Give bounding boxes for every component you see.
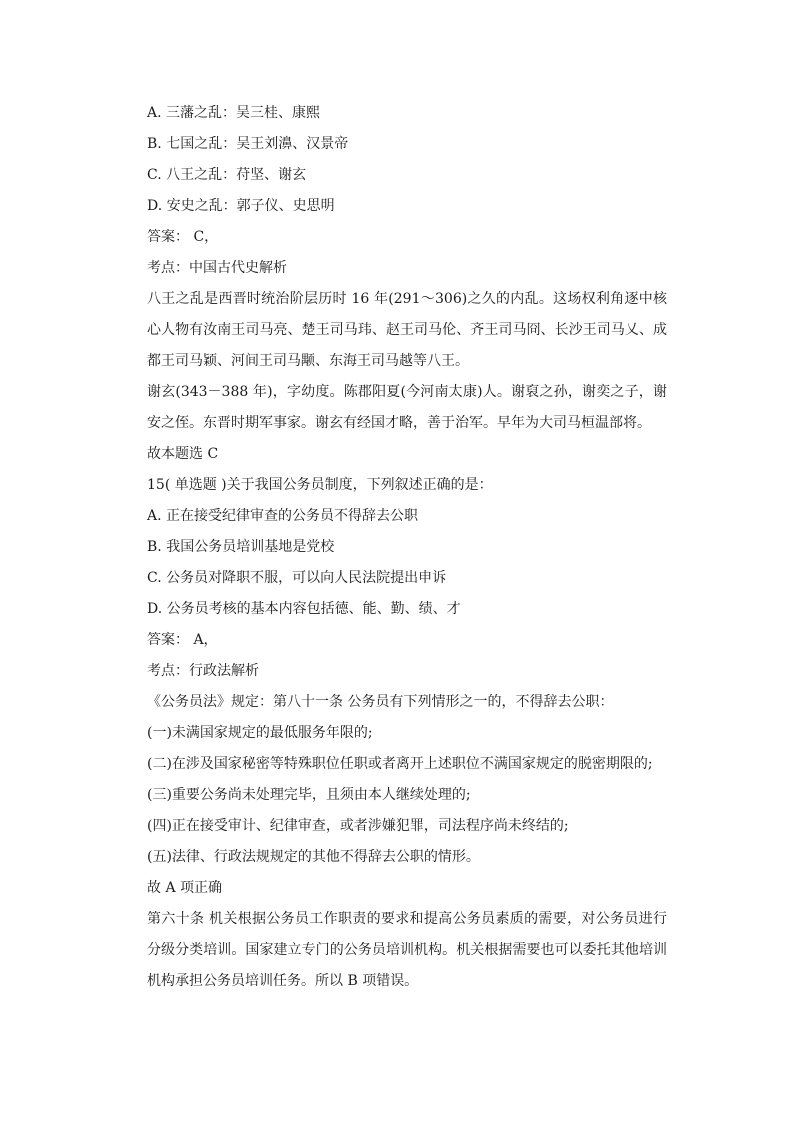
q15-law-intro: 《公务员法》规定：第八十一条 公务员有下列情形之一的，不得辞去公职： — [147, 694, 614, 710]
q15-option-b: B. 我国公务员培训基地是党校 — [147, 539, 335, 555]
document-body — [147, 98, 667, 997]
q14-explanation-paragraph-1: 八王之乱是西晋时统治阶层历时 16 年(291～306)之久的内乱。这场权利角逐中核心人物有汝南王司马亮、楚王司马玮、赵王司马伦、齐王司马冏、长沙王司马乂、成都王司马颖、河间王司马颙、东海王司马越等八王。 — [147, 291, 667, 369]
q14-answer: 答案： C， — [147, 229, 219, 245]
q15-law-item-1: (一)未满国家规定的最低服务年限的; — [147, 725, 373, 741]
q15-point: 考点：行政法解析 — [147, 663, 259, 679]
q15-explanation-b: 第六十条 机关根据公务员工作职责的要求和提高公务员素质的需要，对公务员进行分级分类培训。国家建立专门的公务员培训机构。机关根据需要也可以委托其他培训机构承担公务员培训任务。所以 B 项错误。 — [147, 911, 667, 989]
q14-option-c: C. 八王之乱：苻坚、谢玄 — [147, 167, 307, 183]
q15-option-c: C. 公务员对降职不服，可以向人民法院提出申诉 — [147, 570, 447, 586]
q15-law-item-4: (四)正在接受审计、纪律审查，或者涉嫌犯罪，司法程序尚未终结的; — [147, 818, 569, 834]
q15-option-a: A. 正在接受纪律审查的公务员不得辞去公职 — [147, 508, 419, 524]
q15-answer: 答案： A， — [147, 632, 218, 648]
q14-option-b: B. 七国之乱：吴王刘濞、汉景帝 — [147, 136, 349, 152]
q15-question: 15( 单选题 )关于我国公务员制度，下列叙述正确的是： — [147, 477, 493, 493]
q14-option-a: A. 三藩之乱：吴三桂、康熙 — [147, 105, 321, 121]
q15-law-item-2: (二)在涉及国家秘密等特殊职位任职或者离开上述职位不满国家规定的脱密期限的; — [147, 756, 653, 772]
q14-explanation-paragraph-2: 谢玄(343－388 年)，字幼度。陈郡阳夏(今河南太康)人。谢裒之孙，谢奕之子，谢安之侄。东晋时期军事家。谢玄有经国才略，善于治军。早年为大司马桓温部将。 — [147, 384, 667, 431]
q14-point: 考点：中国古代史解析 — [147, 260, 287, 276]
q15-conclusion-a: 故 A 项正确 — [147, 880, 223, 896]
q14-conclusion: 故本题选 C — [147, 446, 219, 462]
q14-option-d: D. 安史之乱：郭子仪、史思明 — [147, 198, 335, 214]
q15-option-d: D. 公务员考核的基本内容包括德、能、勤、绩、才 — [147, 601, 461, 617]
q15-law-item-5: (五)法律、行政法规规定的其他不得辞去公职的情形。 — [147, 849, 480, 865]
q15-law-item-3: (三)重要公务尚未处理完毕，且须由本人继续处理的; — [147, 787, 471, 803]
